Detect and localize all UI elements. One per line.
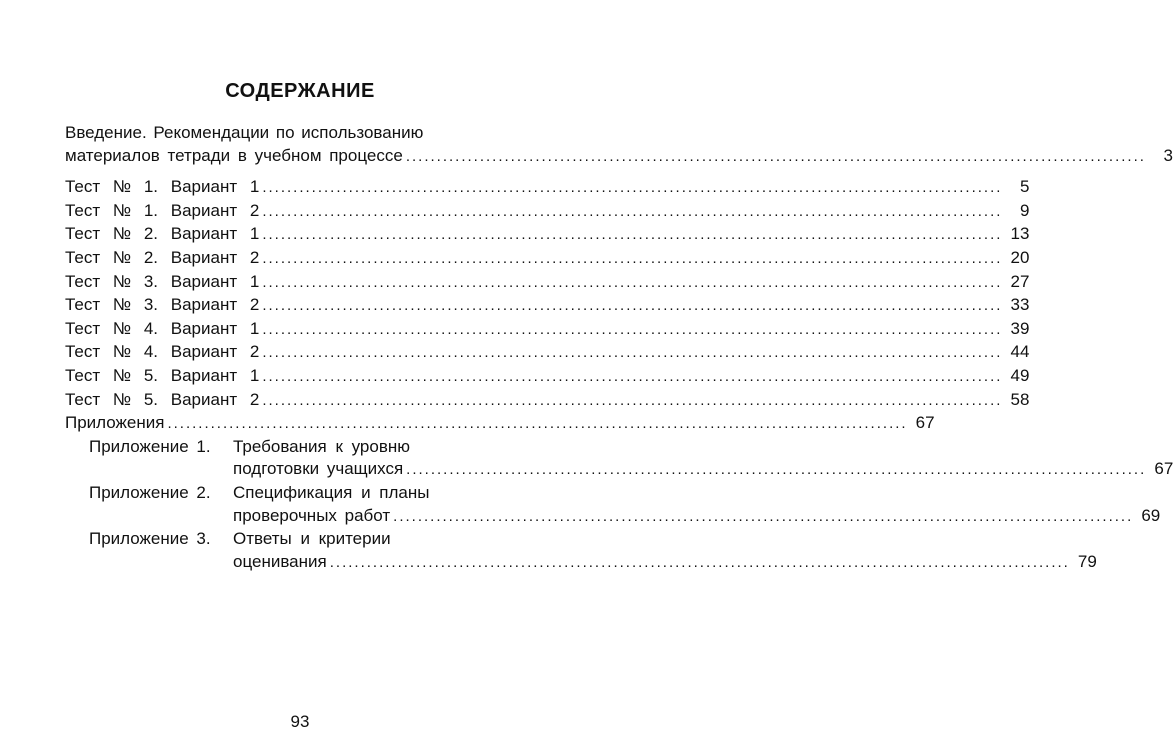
appendix-body — [233, 528, 1097, 574]
appendix-body — [233, 436, 1173, 482]
entry-label: Тест № 4. Вариант 1 — [65, 318, 260, 338]
dot-leader — [262, 390, 1002, 413]
toc-entry-test — [65, 176, 1030, 200]
appendix-number: Приложение 1. — [89, 436, 211, 456]
entry-label: Тест № 2. Вариант 1 — [65, 224, 260, 244]
page-ref: 49 — [1010, 365, 1030, 385]
entry-label: Тест № 3. Вариант 2 — [65, 295, 260, 315]
toc-entry-appendix — [89, 482, 1161, 528]
appendix-number: Приложение 2. — [89, 482, 211, 502]
page-ref: 13 — [1010, 224, 1030, 244]
page-ref: 69 — [1141, 505, 1161, 525]
dot-leader — [262, 366, 1002, 389]
toc-entry-test — [65, 389, 1030, 413]
page-title: СОДЕРЖАНИЕ — [225, 80, 375, 102]
appendix-title-line2-row — [233, 458, 1173, 482]
dot-leader — [262, 342, 1002, 365]
page-ref: 44 — [1010, 342, 1030, 362]
toc-entry-test — [65, 247, 1030, 271]
dot-leader — [406, 459, 1146, 482]
appendix-title-line1: Ответы и критерии — [233, 529, 391, 549]
page-ref: 9 — [1019, 200, 1030, 220]
toc-entry-appendices — [65, 412, 935, 436]
page-ref: 27 — [1010, 271, 1030, 291]
intro-title-line1: Введение. Рекомендации по использованию — [65, 123, 424, 142]
entry-label: Тест № 3. Вариант 1 — [65, 271, 260, 291]
appendix-title-line2: подготовки учащихся — [233, 459, 404, 479]
dot-leader — [262, 201, 1002, 224]
toc-entry-test — [65, 200, 1030, 224]
dot-leader — [262, 248, 1002, 271]
page-ref: 58 — [1010, 389, 1030, 409]
intro-title-line2: материалов тетради в учебном процессе — [65, 145, 403, 165]
appendix-title-line2-row — [233, 551, 1097, 575]
dot-leader — [262, 319, 1002, 342]
toc-entry-test — [65, 294, 1030, 318]
entry-label: Тест № 5. Вариант 1 — [65, 365, 260, 385]
toc-entry-test — [65, 271, 1030, 295]
entry-label: Тест № 4. Вариант 2 — [65, 342, 260, 362]
dot-leader — [262, 224, 1002, 247]
appendix-title-line1: Требования к уровню — [233, 436, 410, 456]
page-ref: 20 — [1010, 247, 1030, 267]
page-ref: 67 — [1154, 459, 1173, 479]
dot-leader — [262, 177, 1002, 200]
appendix-title-line2-row — [233, 505, 1160, 529]
page-ref: 3 — [1163, 145, 1173, 165]
entry-label: Тест № 1. Вариант 1 — [65, 177, 260, 197]
dot-leader — [262, 295, 1002, 318]
page-ref: 67 — [915, 413, 935, 433]
table-of-contents — [65, 122, 1173, 574]
dot-leader — [330, 552, 1070, 575]
page-ref: 5 — [1019, 177, 1030, 197]
dot-leader — [167, 413, 907, 436]
appendix-number: Приложение 3. — [89, 529, 211, 549]
toc-entry-test — [65, 223, 1030, 247]
appendix-title-line2: оценивания — [233, 551, 327, 571]
entry-label: Приложения — [65, 413, 165, 433]
dot-leader — [262, 272, 1002, 295]
appendix-body — [233, 482, 1160, 528]
entry-label: Тест № 5. Вариант 2 — [65, 389, 260, 409]
toc-entry-appendix — [89, 528, 1097, 574]
dot-leader — [393, 506, 1133, 529]
entry-label: Тест № 1. Вариант 2 — [65, 200, 260, 220]
page-number: 93 — [290, 712, 310, 731]
toc-entry-test — [65, 365, 1030, 389]
appendix-title-line2: проверочных работ — [233, 505, 391, 525]
page-ref: 39 — [1010, 318, 1030, 338]
spacer — [65, 168, 510, 176]
toc-entry-intro — [65, 122, 1173, 168]
page-ref: 33 — [1010, 295, 1030, 315]
appendix-title-line1: Спецификация и планы — [233, 482, 430, 502]
dot-leader — [406, 146, 1146, 169]
toc-entry-test — [65, 318, 1030, 342]
intro-title-line2-row — [65, 145, 1173, 169]
toc-entry-test — [65, 341, 1030, 365]
toc-entry-appendix — [89, 436, 1173, 482]
page-ref: 79 — [1077, 551, 1097, 571]
entry-label: Тест № 2. Вариант 2 — [65, 247, 260, 267]
